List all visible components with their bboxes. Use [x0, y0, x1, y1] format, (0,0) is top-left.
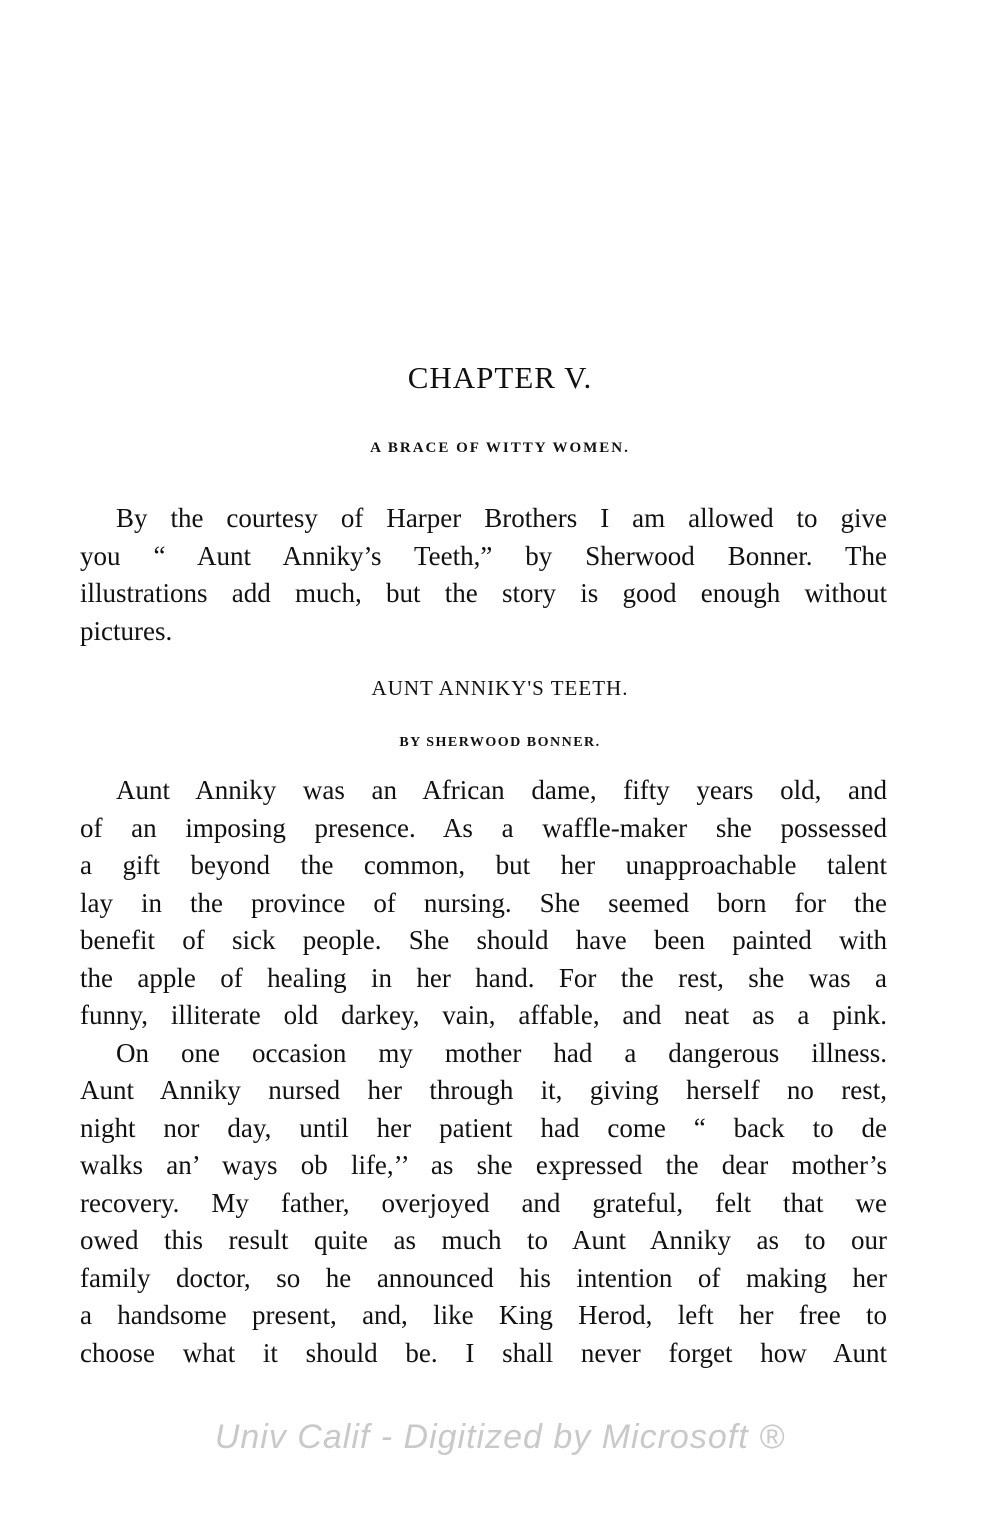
text-line: choose what it should be. I shall never forget how Aunt — [80, 1337, 887, 1368]
text-line: Aunt Anniky nursed her through it, giving herself no rest, — [80, 1075, 887, 1105]
text-line: benefit of sick people. She should have been painted with — [80, 925, 887, 955]
text-line: By the courtesy of Harper Brothers I am allowed to give — [116, 503, 887, 533]
text-line: walks an’ ways ob life,’’ as she expressed the dear mother’s — [80, 1150, 887, 1180]
intro-paragraph — [80, 500, 887, 650]
text-line: the apple of healing in her hand. For the rest, she was a — [80, 962, 887, 993]
text-line: family doctor, so he announced his intention of making her — [80, 1262, 887, 1293]
chapter-subtitle: A BRACE OF WITTY WOMEN. — [370, 440, 630, 456]
text-line: Aunt Anniky was an African dame, fifty years old, and — [116, 775, 887, 805]
text-line: illustrations add much, but the story is good enough without — [80, 578, 887, 608]
text-line: a gift beyond the common, but her unapproachable talent — [80, 850, 887, 880]
story-title: AUNT ANNIKY'S TEETH. — [371, 676, 629, 700]
text-line: funny, illiterate old darkey, vain, affable, and neat as a pink. — [80, 1000, 887, 1030]
text-line: owed this result quite as much to Aunt Anniky as to our — [80, 1225, 887, 1255]
text-line: recovery. My father, overjoyed and grateful, felt that we — [80, 1187, 887, 1218]
chapter-heading: CHAPTER V. — [407, 360, 593, 395]
text-line: a handsome present, and, like King Herod, left her free to — [80, 1300, 887, 1330]
text-line: pictures. — [80, 615, 173, 646]
text-line: of an imposing presence. As a waffle-maker she possessed — [80, 812, 887, 843]
text-line: lay in the province of nursing. She seemed born for the — [80, 887, 887, 918]
digitization-watermark: Univ Calif - Digitized by Microsoft ® — [214, 1418, 786, 1456]
story-byline: BY SHERWOOD BONNER. — [399, 735, 601, 750]
text-line: you “ Aunt Anniky’s Teeth,” by Sherwood Bonner. The — [80, 540, 887, 571]
text-line: On one occasion my mother had a dangerous illness. — [116, 1037, 887, 1068]
story-text — [80, 772, 887, 1372]
text-line: night nor day, until her patient had come “ back to de — [80, 1112, 887, 1143]
